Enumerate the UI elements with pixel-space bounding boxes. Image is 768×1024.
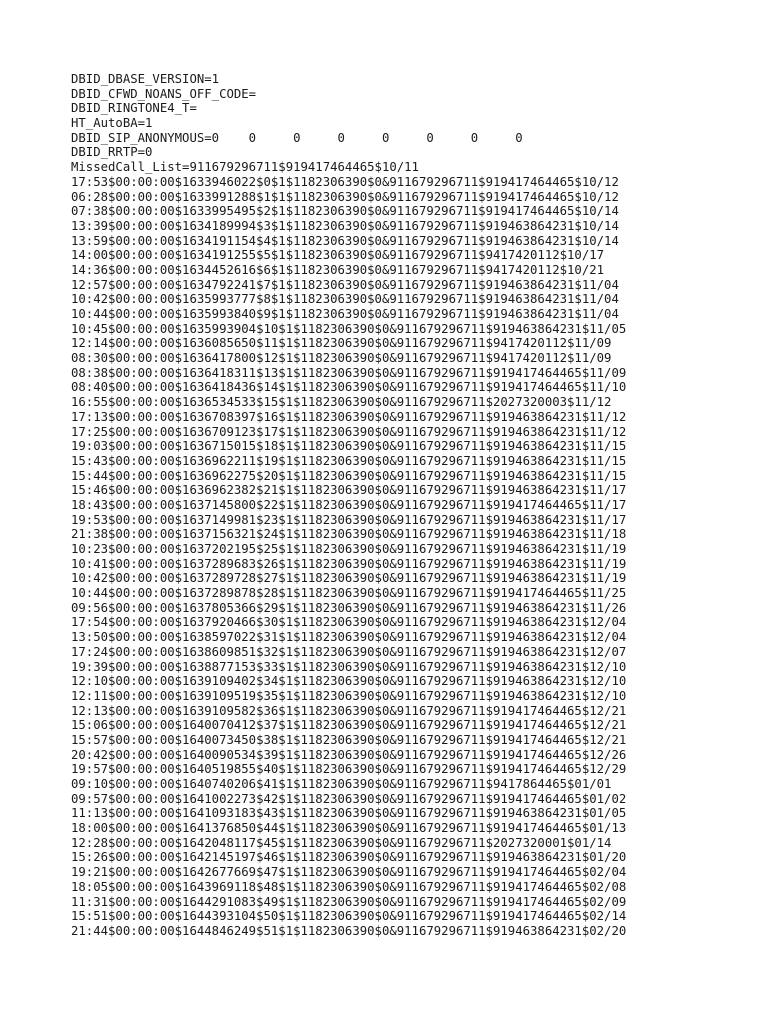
text-line: 10:44$00:00:00$1637289878$28$1$1182306390$0&911679296711$919417464465$11/25 bbox=[71, 586, 627, 601]
text-line: 09:10$00:00:00$1640740206$41$1$1182306390$0&911679296711$9417864465$01/01 bbox=[71, 777, 612, 791]
text-line: 10:45$00:00:00$1635993904$10$1$1182306390$0&911679296711$919463864231$11/05 bbox=[71, 321, 627, 336]
text-line: 19:21$00:00:00$1642677669$47$1$1182306390$0&911679296711$919417464465$02/04 bbox=[71, 865, 627, 880]
text-line: DBID_DBASE_VERSION=1 bbox=[71, 72, 220, 86]
text-line: 12:28$00:00:00$1642048117$45$1$1182306390$0&911679296711$2027320001$01/14 bbox=[71, 835, 612, 850]
text-line: 09:57$00:00:00$1641002273$42$1$1182306390$0&911679296711$919417464465$01/02 bbox=[71, 791, 627, 806]
text-line: 19:57$00:00:00$1640519855$40$1$1182306390$0&911679296711$919417464465$12/29 bbox=[71, 762, 627, 777]
text-line: 10:42$00:00:00$1637289728$27$1$1182306390$0&911679296711$919463864231$11/19 bbox=[71, 571, 627, 586]
text-line: DBID_RINGTONE4_T= bbox=[71, 101, 197, 116]
text-line: 18:05$00:00:00$1643969118$48$1$1182306390$0&911679296711$919417464465$02/08 bbox=[71, 879, 627, 894]
text-line: 12:14$00:00:00$1636085650$11$1$1182306390$0&911679296711$9417420112$11/09 bbox=[71, 336, 612, 351]
text-line: 12:57$00:00:00$1634792241$7$1$1182306390$0&911679296711$919463864231$11/04 bbox=[71, 277, 619, 292]
text-line: 18:43$00:00:00$1637145800$22$1$1182306390$0&911679296711$919417464465$11/17 bbox=[71, 497, 627, 512]
text-line: 12:11$00:00:00$1639109519$35$1$1182306390$0&911679296711$919463864231$12/10 bbox=[71, 688, 627, 703]
text-line: 14:36$00:00:00$1634452616$6$1$1182306390$0&911679296711$9417420112$10/21 bbox=[71, 262, 605, 277]
text-line: 15:44$00:00:00$1636962275$20$1$1182306390$0&911679296711$919463864231$11/15 bbox=[71, 468, 627, 483]
text-line: 15:06$00:00:00$1640070412$37$1$1182306390$0&911679296711$919417464465$12/21 bbox=[71, 718, 627, 733]
text-line: 08:38$00:00:00$1636418311$13$1$1182306390$0&911679296711$919417464465$11/09 bbox=[71, 365, 627, 380]
text-line: 21:44$00:00:00$1644846249$51$1$1182306390$0&911679296711$919463864231$02/20 bbox=[71, 923, 627, 938]
text-line: 11:31$00:00:00$1644291083$49$1$1182306390$0&911679296711$919417464465$02/09 bbox=[71, 894, 627, 909]
text-line: 06:28$00:00:00$1633991288$1$1$1182306390$0&911679296711$919417464465$10/12 bbox=[71, 189, 619, 204]
text-line: 20:42$00:00:00$1640090534$39$1$1182306390$0&911679296711$919417464465$12/26 bbox=[71, 747, 627, 762]
text-line: 17:24$00:00:00$1638609851$32$1$1182306390$0&911679296711$919463864231$12/07 bbox=[71, 644, 627, 659]
text-line: DBID_SIP_ANONYMOUS=0 0 0 0 0 0 0 0 bbox=[71, 130, 523, 145]
text-line: 10:44$00:00:00$1635993840$9$1$1182306390$0&911679296711$919463864231$11/04 bbox=[71, 307, 619, 321]
text-line: 11:13$00:00:00$1641093183$43$1$1182306390$0&911679296711$919463864231$01/05 bbox=[71, 806, 627, 821]
text-line: 10:23$00:00:00$1637202195$25$1$1182306390$0&911679296711$919463864231$11/19 bbox=[71, 542, 627, 556]
text-line: 17:53$00:00:00$1633946022$0$1$1182306390$0&911679296711$919417464465$10/12 bbox=[71, 174, 619, 189]
text-line: 08:40$00:00:00$1636418436$14$1$1182306390$0&911679296711$919417464465$11/10 bbox=[71, 380, 627, 395]
text-line: 13:39$00:00:00$1634189994$3$1$1182306390$0&911679296711$919463864231$10/14 bbox=[71, 218, 619, 233]
text-line: DBID_CFWD_NOANS_OFF_CODE= bbox=[71, 86, 257, 101]
text-line: HT_AutoBA=1 bbox=[71, 116, 153, 131]
text-line: 16:55$00:00:00$1636534533$15$1$1182306390$0&911679296711$2027320003$11/12 bbox=[71, 395, 612, 410]
text-line: 17:54$00:00:00$1637920466$30$1$1182306390$0&911679296711$919463864231$12/04 bbox=[71, 615, 627, 630]
text-line: 12:10$00:00:00$1639109402$34$1$1182306390$0&911679296711$919463864231$12/10 bbox=[71, 674, 627, 689]
text-line: 07:38$00:00:00$1633995495$2$1$1182306390$0&911679296711$919417464465$10/14 bbox=[71, 204, 619, 219]
text-line: 15:26$00:00:00$1642145197$46$1$1182306390$0&911679296711$919463864231$01/20 bbox=[71, 850, 627, 865]
text-line: 19:53$00:00:00$1637149981$23$1$1182306390$0&911679296711$919463864231$11/17 bbox=[71, 512, 627, 527]
text-line: 19:03$00:00:00$1636715015$18$1$1182306390$0&911679296711$919463864231$11/15 bbox=[71, 439, 627, 454]
text-line: 17:25$00:00:00$1636709123$17$1$1182306390$0&911679296711$919463864231$11/12 bbox=[71, 424, 627, 439]
text-line: 12:13$00:00:00$1639109582$36$1$1182306390$0&911679296711$919417464465$12/21 bbox=[71, 703, 627, 718]
text-line: 15:51$00:00:00$1644393104$50$1$1182306390$0&911679296711$919417464465$02/14 bbox=[71, 909, 627, 924]
text-line: 15:57$00:00:00$1640073450$38$1$1182306390$0&911679296711$919417464465$12/21 bbox=[71, 732, 627, 747]
text-line: 15:43$00:00:00$1636962211$19$1$1182306390$0&911679296711$919463864231$11/15 bbox=[71, 453, 627, 468]
text-line: 14:00$00:00:00$1634191255$5$1$1182306390$0&911679296711$9417420112$10/17 bbox=[71, 248, 605, 263]
text-line: 13:50$00:00:00$1638597022$31$1$1182306390$0&911679296711$919463864231$12/04 bbox=[71, 630, 627, 645]
text-line: MissedCall_List=911679296711$919417464465$10/11 bbox=[71, 160, 419, 175]
text-line: 19:39$00:00:00$1638877153$33$1$1182306390$0&911679296711$919463864231$12/10 bbox=[71, 659, 627, 674]
text-line: DBID_RRTP=0 bbox=[71, 145, 153, 160]
text-line: 18:00$00:00:00$1641376850$44$1$1182306390$0&911679296711$919417464465$01/13 bbox=[71, 821, 627, 836]
text-line: 13:59$00:00:00$1634191154$4$1$1182306390$0&911679296711$919463864231$10/14 bbox=[71, 233, 619, 248]
text-line: 08:30$00:00:00$1636417800$12$1$1182306390$0&911679296711$9417420112$11/09 bbox=[71, 351, 612, 366]
text-line: 10:41$00:00:00$1637289683$26$1$1182306390$0&911679296711$919463864231$11/19 bbox=[71, 556, 627, 571]
config-text-body bbox=[71, 72, 626, 939]
text-line: 10:42$00:00:00$1635993777$8$1$1182306390$0&911679296711$919463864231$11/04 bbox=[71, 292, 619, 307]
text-line: 15:46$00:00:00$1636962382$21$1$1182306390$0&911679296711$919463864231$11/17 bbox=[71, 483, 627, 498]
text-line: 21:38$00:00:00$1637156321$24$1$1182306390$0&911679296711$919463864231$11/18 bbox=[71, 527, 627, 542]
text-line: 09:56$00:00:00$1637805366$29$1$1182306390$0&911679296711$919463864231$11/26 bbox=[71, 600, 627, 615]
text-line: 17:13$00:00:00$1636708397$16$1$1182306390$0&911679296711$919463864231$11/12 bbox=[71, 409, 627, 424]
